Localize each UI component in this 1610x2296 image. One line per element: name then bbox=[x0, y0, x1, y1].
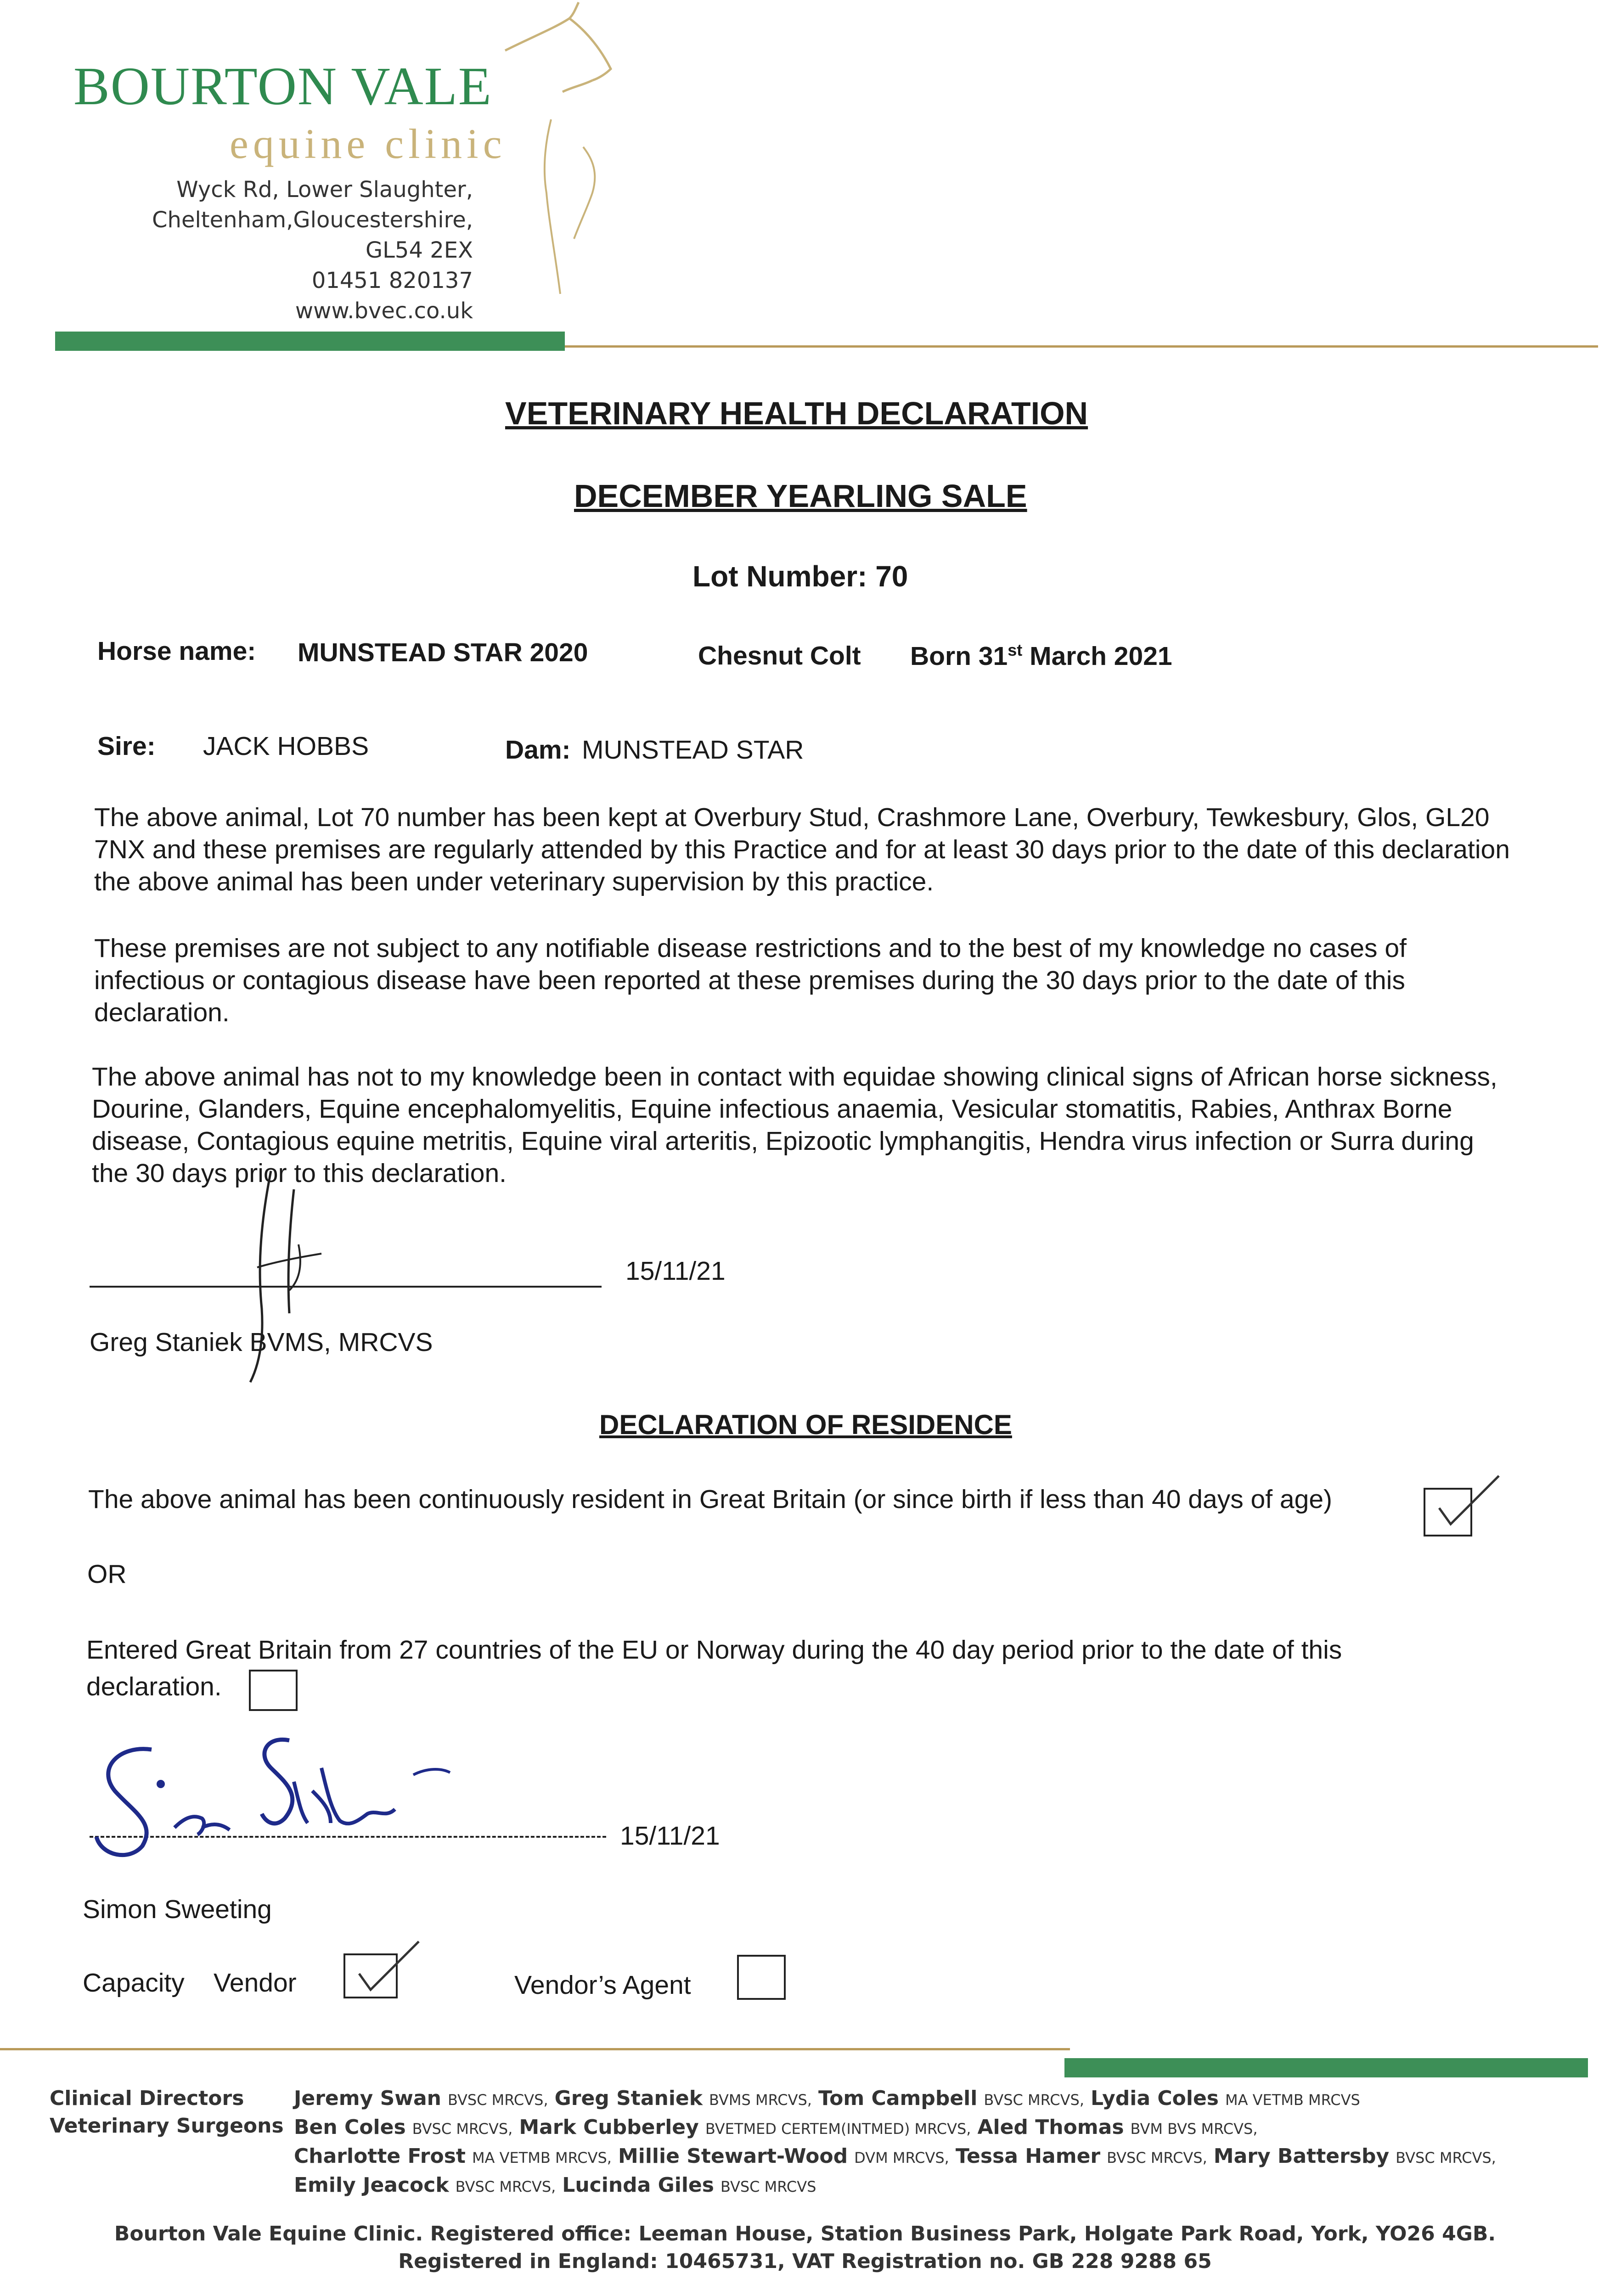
footer-staff-list bbox=[294, 2085, 1589, 2200]
residence-option-1: The above animal has been continuously resident in Great Britain (or since birth if less than 40 days of age) bbox=[88, 1485, 1333, 1514]
lot-number: Lot Number: 70 bbox=[692, 560, 908, 593]
residence-option-2-line-1: Entered Great Britain from 27 countries of the EU or Norway during the 40 day period prior to the date of this bbox=[86, 1635, 1342, 1665]
vendor-checkbox[interactable] bbox=[343, 1953, 398, 1998]
vendor-signature-date: 15/11/21 bbox=[620, 1821, 720, 1851]
staff-qualification: BVETMED CERTEM(INTMED) MRCVS, bbox=[705, 2120, 971, 2138]
staff-name: Jeremy Swan bbox=[294, 2087, 441, 2110]
document-subtitle: DECEMBER YEARLING SALE bbox=[574, 478, 1027, 514]
address-line: 01451 820137 bbox=[311, 268, 473, 293]
staff-name: Charlotte Frost bbox=[294, 2144, 466, 2168]
header-gold-rule bbox=[565, 345, 1598, 348]
check-mark-icon bbox=[1430, 1471, 1508, 1540]
staff-name: Emily Jeacock bbox=[294, 2173, 449, 2197]
staff-qualification: MA VETMB MRCVS, bbox=[472, 2149, 612, 2167]
staff-name: Mary Battersby bbox=[1213, 2144, 1390, 2168]
staff-row bbox=[294, 2172, 1589, 2200]
staff-qualification: BVSC MRCVS bbox=[720, 2178, 816, 2195]
staff-name: Aled Thomas bbox=[977, 2116, 1124, 2139]
staff-qualification: BVSC MRCVS, bbox=[984, 2091, 1085, 2109]
registration-numbers: Registered in England: 10465731, VAT Registration no. GB 228 9288 65 bbox=[398, 2250, 1212, 2273]
document-title: VETERINARY HEALTH DECLARATION bbox=[505, 395, 1088, 431]
horse-born bbox=[910, 641, 1172, 671]
born-superscript: st bbox=[1008, 641, 1023, 659]
staff-qualification: BVMS MRCVS, bbox=[709, 2091, 812, 2109]
vet-signature-line bbox=[90, 1286, 602, 1288]
residence-option-2-checkbox[interactable] bbox=[249, 1670, 298, 1711]
footer-green-bar bbox=[1064, 2058, 1588, 2077]
dam-name: MUNSTEAD STAR bbox=[582, 735, 804, 765]
staff-name: Tessa Hamer bbox=[955, 2144, 1101, 2168]
declaration-paragraph: These premises are not subject to any notifiable disease restrictions and to the best of my knowledge no cases of infectious or contagious disease have been reported at these premises during the 30 days prior to the date of this declaration. bbox=[94, 934, 1407, 1027]
staff-row bbox=[294, 2114, 1589, 2143]
vendor-agent-label: Vendor’s Agent bbox=[514, 1970, 691, 2000]
staff-qualification: BVSC MRCVS, bbox=[1396, 2149, 1496, 2167]
staff-row bbox=[294, 2143, 1589, 2172]
horse-description: Chesnut Colt bbox=[698, 641, 861, 670]
vendor-agent-checkbox[interactable] bbox=[737, 1955, 786, 2000]
address-line: Cheltenham,Gloucestershire, bbox=[152, 207, 473, 233]
staff-row bbox=[294, 2085, 1589, 2114]
clinical-directors-label: Clinical Directors bbox=[50, 2087, 244, 2110]
address-line: www.bvec.co.uk bbox=[295, 298, 473, 324]
footer-roles bbox=[50, 2085, 284, 2140]
staff-qualification: BVSC MRCVS, bbox=[1107, 2149, 1207, 2167]
vet-name: Greg Staniek BVMS, MRCVS bbox=[90, 1328, 433, 1357]
footer-gold-rule bbox=[0, 2048, 1070, 2050]
staff-qualification: BVM BVS MRCVS, bbox=[1130, 2120, 1258, 2138]
staff-name: Millie Stewart-Wood bbox=[618, 2144, 848, 2168]
horse-name: MUNSTEAD STAR 2020 bbox=[298, 638, 588, 667]
header-green-bar bbox=[55, 332, 565, 351]
check-mark-icon bbox=[350, 1937, 428, 2006]
staff-qualification: MA VETMB MRCVS bbox=[1225, 2091, 1360, 2109]
horse-name-label: Horse name: bbox=[97, 636, 256, 666]
vendor-signature bbox=[92, 1731, 459, 1864]
capacity-label: Capacity bbox=[83, 1968, 185, 1998]
staff-qualification: BVSC MRCVS, bbox=[447, 2091, 548, 2109]
brand-name: BOURTON VALE bbox=[73, 56, 492, 116]
or-label: OR bbox=[87, 1559, 127, 1589]
veterinary-surgeons-label: Veterinary Surgeons bbox=[50, 2114, 284, 2138]
staff-name: Mark Cubberley bbox=[519, 2116, 699, 2139]
clinic-address bbox=[60, 174, 473, 326]
vendor-label: Vendor bbox=[214, 1968, 297, 1998]
dam-label: Dam: bbox=[505, 735, 571, 765]
staff-name: Ben Coles bbox=[294, 2116, 406, 2139]
sire-name: JACK HOBBS bbox=[203, 732, 369, 761]
registered-office: Bourton Vale Equine Clinic. Registered office: Leeman House, Station Business Park, Holgate Park Road, York, YO26 4GB. bbox=[114, 2222, 1496, 2245]
footer-registration bbox=[0, 2220, 1610, 2275]
residence-option-1-checkbox[interactable] bbox=[1424, 1488, 1472, 1536]
address-line: GL54 2EX bbox=[365, 237, 473, 263]
vendor-name: Simon Sweeting bbox=[83, 1895, 272, 1924]
horse-logo-icon bbox=[478, 0, 625, 312]
staff-qualification: BVSC MRCVS, bbox=[455, 2178, 556, 2195]
residence-title: DECLARATION OF RESIDENCE bbox=[599, 1409, 1012, 1440]
born-suffix: March 2021 bbox=[1022, 642, 1172, 671]
sire-label: Sire: bbox=[97, 732, 156, 761]
staff-name: Lucinda Giles bbox=[562, 2173, 714, 2197]
residence-option-2-line-2: declaration. bbox=[86, 1672, 222, 1701]
address-line: Wyck Rd, Lower Slaughter, bbox=[176, 177, 473, 203]
staff-name: Tom Campbell bbox=[818, 2087, 978, 2110]
staff-name: Lydia Coles bbox=[1091, 2087, 1219, 2110]
vet-signature-date: 15/11/21 bbox=[625, 1256, 726, 1286]
staff-qualification: BVSC MRCVS, bbox=[412, 2120, 513, 2138]
declaration-paragraph: The above animal has not to my knowledge been in contact with equidae showing clinical signs of African horse sickness, Dourine, Glanders, Equine encephalomyelitis, Equine infectious anaemia, Vesicular stomatitis, Rabies, Anthrax Borne disease, Contagious equine metritis, Equine viral arteritis, Epizootic lymphangitis, Hendra virus infection or Surra during the 30 days prior to this declaration. bbox=[92, 1062, 1497, 1188]
staff-name: Greg Staniek bbox=[554, 2087, 703, 2110]
born-prefix: Born 31 bbox=[910, 642, 1008, 671]
declaration-paragraph: The above animal, Lot 70 number has been kept at Overbury Stud, Crashmore Lane, Overbury, Tewkesbury, Glos, GL20 7NX and these premises are regularly attended by this Practice and for at least 30 days prior to the date of this declaration the above animal has been under veterinary supervision by this practice. bbox=[94, 803, 1510, 896]
staff-qualification: DVM MRCVS, bbox=[854, 2149, 949, 2167]
brand-subtitle: equine clinic bbox=[230, 120, 507, 167]
